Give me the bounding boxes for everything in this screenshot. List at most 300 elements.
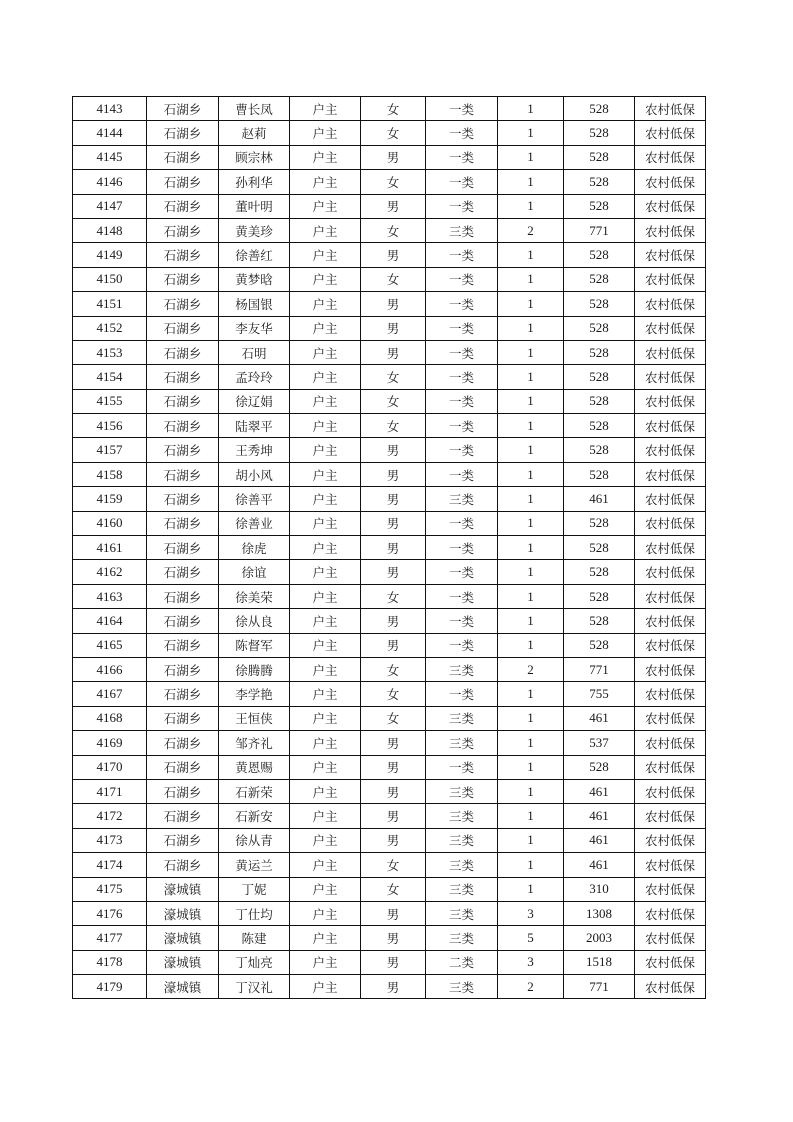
amount-cell: 1518 (564, 950, 635, 974)
table-row (73, 804, 706, 828)
household-size-cell: 1 (498, 487, 564, 511)
gender-cell: 男 (361, 243, 426, 267)
gender-cell: 男 (361, 755, 426, 779)
amount-cell: 461 (564, 706, 635, 730)
assistance-type-cell: 农村低保 (635, 706, 706, 730)
assistance-type-cell: 农村低保 (635, 901, 706, 925)
assistance-type-cell: 农村低保 (635, 657, 706, 681)
gender-cell: 男 (361, 633, 426, 657)
category-cell: 三类 (426, 218, 498, 242)
serial-number-cell: 4159 (73, 487, 147, 511)
assistance-type-cell: 农村低保 (635, 779, 706, 803)
assistance-type-cell: 农村低保 (635, 926, 706, 950)
assistance-type-cell: 农村低保 (635, 121, 706, 145)
serial-number-cell: 4151 (73, 292, 147, 316)
amount-cell: 528 (564, 414, 635, 438)
name-cell: 徐善红 (219, 243, 290, 267)
category-cell: 三类 (426, 901, 498, 925)
serial-number-cell: 4174 (73, 853, 147, 877)
amount-cell: 310 (564, 877, 635, 901)
household-role-cell: 户主 (290, 121, 361, 145)
household-size-cell: 1 (498, 170, 564, 194)
serial-number-cell: 4144 (73, 121, 147, 145)
table-row (73, 218, 706, 242)
name-cell: 李友华 (219, 316, 290, 340)
household-role-cell: 户主 (290, 560, 361, 584)
household-size-cell: 1 (498, 584, 564, 608)
household-role-cell: 户主 (290, 853, 361, 877)
gender-cell: 女 (361, 877, 426, 901)
gender-cell: 男 (361, 511, 426, 535)
serial-number-cell: 4173 (73, 828, 147, 852)
serial-number-cell: 4149 (73, 243, 147, 267)
serial-number-cell: 4172 (73, 804, 147, 828)
name-cell: 石明 (219, 340, 290, 364)
category-cell: 一类 (426, 145, 498, 169)
household-role-cell: 户主 (290, 218, 361, 242)
township-cell: 石湖乡 (147, 487, 219, 511)
serial-number-cell: 4171 (73, 779, 147, 803)
table-row (73, 511, 706, 535)
name-cell: 丁汉礼 (219, 975, 290, 999)
serial-number-cell: 4160 (73, 511, 147, 535)
table-row (73, 365, 706, 389)
household-size-cell: 2 (498, 218, 564, 242)
household-size-cell: 1 (498, 536, 564, 560)
serial-number-cell: 4177 (73, 926, 147, 950)
serial-number-cell: 4178 (73, 950, 147, 974)
township-cell: 石湖乡 (147, 145, 219, 169)
township-cell: 石湖乡 (147, 706, 219, 730)
serial-number-cell: 4170 (73, 755, 147, 779)
household-role-cell: 户主 (290, 584, 361, 608)
household-size-cell: 2 (498, 657, 564, 681)
amount-cell: 771 (564, 975, 635, 999)
gender-cell: 女 (361, 584, 426, 608)
township-cell: 石湖乡 (147, 218, 219, 242)
name-cell: 黄运兰 (219, 853, 290, 877)
township-cell: 濠城镇 (147, 877, 219, 901)
gender-cell: 男 (361, 316, 426, 340)
category-cell: 三类 (426, 731, 498, 755)
name-cell: 陈建 (219, 926, 290, 950)
category-cell: 三类 (426, 657, 498, 681)
household-size-cell: 1 (498, 731, 564, 755)
household-size-cell: 1 (498, 365, 564, 389)
serial-number-cell: 4147 (73, 194, 147, 218)
assistance-type-cell: 农村低保 (635, 609, 706, 633)
township-cell: 石湖乡 (147, 560, 219, 584)
table-row (73, 706, 706, 730)
household-size-cell: 1 (498, 97, 564, 121)
township-cell: 石湖乡 (147, 414, 219, 438)
name-cell: 黄恩赐 (219, 755, 290, 779)
serial-number-cell: 4152 (73, 316, 147, 340)
township-cell: 石湖乡 (147, 121, 219, 145)
gender-cell: 男 (361, 194, 426, 218)
name-cell: 徐从青 (219, 828, 290, 852)
category-cell: 一类 (426, 170, 498, 194)
township-cell: 濠城镇 (147, 926, 219, 950)
amount-cell: 461 (564, 804, 635, 828)
household-role-cell: 户主 (290, 365, 361, 389)
township-cell: 石湖乡 (147, 243, 219, 267)
household-size-cell: 1 (498, 462, 564, 486)
gender-cell: 男 (361, 950, 426, 974)
assistance-type-cell: 农村低保 (635, 975, 706, 999)
gender-cell: 男 (361, 828, 426, 852)
serial-number-cell: 4163 (73, 584, 147, 608)
name-cell: 丁妮 (219, 877, 290, 901)
household-size-cell: 1 (498, 804, 564, 828)
serial-number-cell: 4156 (73, 414, 147, 438)
table-row (73, 462, 706, 486)
category-cell: 三类 (426, 706, 498, 730)
household-role-cell: 户主 (290, 97, 361, 121)
name-cell: 徐善业 (219, 511, 290, 535)
name-cell: 杨国银 (219, 292, 290, 316)
gender-cell: 男 (361, 779, 426, 803)
name-cell: 石新荣 (219, 779, 290, 803)
assistance-type-cell: 农村低保 (635, 389, 706, 413)
category-cell: 一类 (426, 609, 498, 633)
table-row (73, 194, 706, 218)
household-role-cell: 户主 (290, 511, 361, 535)
table-row (73, 633, 706, 657)
household-role-cell: 户主 (290, 414, 361, 438)
household-role-cell: 户主 (290, 243, 361, 267)
category-cell: 一类 (426, 121, 498, 145)
township-cell: 石湖乡 (147, 170, 219, 194)
category-cell: 一类 (426, 633, 498, 657)
assistance-type-cell: 农村低保 (635, 828, 706, 852)
household-role-cell: 户主 (290, 633, 361, 657)
household-role-cell: 户主 (290, 877, 361, 901)
household-size-cell: 1 (498, 340, 564, 364)
name-cell: 胡小风 (219, 462, 290, 486)
table-row (73, 170, 706, 194)
township-cell: 石湖乡 (147, 682, 219, 706)
category-cell: 三类 (426, 779, 498, 803)
household-role-cell: 户主 (290, 170, 361, 194)
household-role-cell: 户主 (290, 975, 361, 999)
household-role-cell: 户主 (290, 731, 361, 755)
category-cell: 一类 (426, 267, 498, 291)
serial-number-cell: 4165 (73, 633, 147, 657)
table-row (73, 438, 706, 462)
gender-cell: 男 (361, 975, 426, 999)
category-cell: 三类 (426, 487, 498, 511)
household-size-cell: 2 (498, 975, 564, 999)
category-cell: 一类 (426, 755, 498, 779)
category-cell: 一类 (426, 365, 498, 389)
township-cell: 石湖乡 (147, 828, 219, 852)
amount-cell: 461 (564, 828, 635, 852)
assistance-type-cell: 农村低保 (635, 584, 706, 608)
serial-number-cell: 4155 (73, 389, 147, 413)
township-cell: 石湖乡 (147, 536, 219, 560)
gender-cell: 男 (361, 901, 426, 925)
amount-cell: 528 (564, 536, 635, 560)
table-row (73, 584, 706, 608)
assistance-type-cell: 农村低保 (635, 170, 706, 194)
category-cell: 一类 (426, 97, 498, 121)
household-size-cell: 1 (498, 194, 564, 218)
assistance-type-cell: 农村低保 (635, 194, 706, 218)
amount-cell: 528 (564, 145, 635, 169)
township-cell: 濠城镇 (147, 975, 219, 999)
gender-cell: 男 (361, 926, 426, 950)
name-cell: 丁灿亮 (219, 950, 290, 974)
gender-cell: 男 (361, 462, 426, 486)
township-cell: 石湖乡 (147, 755, 219, 779)
name-cell: 王秀坤 (219, 438, 290, 462)
serial-number-cell: 4150 (73, 267, 147, 291)
name-cell: 陈督军 (219, 633, 290, 657)
serial-number-cell: 4168 (73, 706, 147, 730)
assistance-type-cell: 农村低保 (635, 292, 706, 316)
serial-number-cell: 4145 (73, 145, 147, 169)
amount-cell: 528 (564, 267, 635, 291)
assistance-type-cell: 农村低保 (635, 438, 706, 462)
name-cell: 王恒侠 (219, 706, 290, 730)
household-role-cell: 户主 (290, 389, 361, 413)
category-cell: 三类 (426, 877, 498, 901)
household-size-cell: 1 (498, 267, 564, 291)
township-cell: 石湖乡 (147, 292, 219, 316)
assistance-type-cell: 农村低保 (635, 462, 706, 486)
gender-cell: 男 (361, 145, 426, 169)
household-role-cell: 户主 (290, 194, 361, 218)
assistance-type-cell: 农村低保 (635, 536, 706, 560)
amount-cell: 528 (564, 462, 635, 486)
gender-cell: 男 (361, 340, 426, 364)
gender-cell: 女 (361, 853, 426, 877)
township-cell: 濠城镇 (147, 901, 219, 925)
assistance-type-cell: 农村低保 (635, 97, 706, 121)
township-cell: 石湖乡 (147, 609, 219, 633)
table-row (73, 536, 706, 560)
assistance-type-cell: 农村低保 (635, 877, 706, 901)
amount-cell: 528 (564, 97, 635, 121)
serial-number-cell: 4161 (73, 536, 147, 560)
category-cell: 三类 (426, 853, 498, 877)
assistance-type-cell: 农村低保 (635, 731, 706, 755)
township-cell: 石湖乡 (147, 657, 219, 681)
gender-cell: 男 (361, 487, 426, 511)
household-role-cell: 户主 (290, 316, 361, 340)
table-row (73, 877, 706, 901)
table-row (73, 755, 706, 779)
amount-cell: 537 (564, 731, 635, 755)
household-size-cell: 1 (498, 389, 564, 413)
assistance-type-cell: 农村低保 (635, 633, 706, 657)
assistance-type-cell: 农村低保 (635, 682, 706, 706)
serial-number-cell: 4166 (73, 657, 147, 681)
gender-cell: 女 (361, 365, 426, 389)
household-role-cell: 户主 (290, 926, 361, 950)
gender-cell: 女 (361, 706, 426, 730)
gender-cell: 女 (361, 657, 426, 681)
household-size-cell: 1 (498, 292, 564, 316)
gender-cell: 男 (361, 560, 426, 584)
table-row (73, 316, 706, 340)
serial-number-cell: 4157 (73, 438, 147, 462)
name-cell: 黄梦晗 (219, 267, 290, 291)
table-row (73, 657, 706, 681)
assistance-type-cell: 农村低保 (635, 243, 706, 267)
assistance-type-cell: 农村低保 (635, 804, 706, 828)
household-size-cell: 1 (498, 145, 564, 169)
amount-cell: 461 (564, 487, 635, 511)
household-role-cell: 户主 (290, 682, 361, 706)
serial-number-cell: 4158 (73, 462, 147, 486)
household-size-cell: 3 (498, 901, 564, 925)
household-role-cell: 户主 (290, 145, 361, 169)
amount-cell: 528 (564, 194, 635, 218)
gender-cell: 男 (361, 731, 426, 755)
gender-cell: 女 (361, 218, 426, 242)
assistance-type-cell: 农村低保 (635, 365, 706, 389)
amount-cell: 528 (564, 340, 635, 364)
table-body (73, 97, 706, 999)
name-cell: 徐虎 (219, 536, 290, 560)
table-row (73, 901, 706, 925)
amount-cell: 755 (564, 682, 635, 706)
gender-cell: 女 (361, 97, 426, 121)
household-role-cell: 户主 (290, 657, 361, 681)
amount-cell: 528 (564, 609, 635, 633)
township-cell: 石湖乡 (147, 194, 219, 218)
amount-cell: 528 (564, 755, 635, 779)
serial-number-cell: 4154 (73, 365, 147, 389)
table-row (73, 97, 706, 121)
amount-cell: 528 (564, 243, 635, 267)
township-cell: 濠城镇 (147, 950, 219, 974)
name-cell: 徐腾腾 (219, 657, 290, 681)
name-cell: 邹齐礼 (219, 731, 290, 755)
name-cell: 石新安 (219, 804, 290, 828)
category-cell: 三类 (426, 828, 498, 852)
amount-cell: 771 (564, 657, 635, 681)
township-cell: 石湖乡 (147, 731, 219, 755)
name-cell: 曹长凤 (219, 97, 290, 121)
category-cell: 一类 (426, 292, 498, 316)
category-cell: 一类 (426, 536, 498, 560)
assistance-type-cell: 农村低保 (635, 218, 706, 242)
category-cell: 一类 (426, 511, 498, 535)
gender-cell: 女 (361, 121, 426, 145)
gender-cell: 女 (361, 170, 426, 194)
name-cell: 赵莉 (219, 121, 290, 145)
category-cell: 一类 (426, 389, 498, 413)
category-cell: 一类 (426, 560, 498, 584)
household-size-cell: 1 (498, 243, 564, 267)
township-cell: 石湖乡 (147, 316, 219, 340)
gender-cell: 女 (361, 682, 426, 706)
township-cell: 石湖乡 (147, 584, 219, 608)
name-cell: 丁仕均 (219, 901, 290, 925)
serial-number-cell: 4148 (73, 218, 147, 242)
household-size-cell: 1 (498, 755, 564, 779)
category-cell: 三类 (426, 804, 498, 828)
gender-cell: 男 (361, 536, 426, 560)
relief-roster-table (72, 96, 706, 999)
table-row (73, 926, 706, 950)
assistance-type-cell: 农村低保 (635, 560, 706, 584)
township-cell: 石湖乡 (147, 779, 219, 803)
name-cell: 徐谊 (219, 560, 290, 584)
serial-number-cell: 4162 (73, 560, 147, 584)
amount-cell: 2003 (564, 926, 635, 950)
assistance-type-cell: 农村低保 (635, 414, 706, 438)
household-size-cell: 1 (498, 853, 564, 877)
table-row (73, 145, 706, 169)
household-size-cell: 1 (498, 438, 564, 462)
assistance-type-cell: 农村低保 (635, 511, 706, 535)
household-size-cell: 1 (498, 121, 564, 145)
amount-cell: 528 (564, 365, 635, 389)
category-cell: 三类 (426, 975, 498, 999)
name-cell: 徐善平 (219, 487, 290, 511)
household-role-cell: 户主 (290, 267, 361, 291)
township-cell: 石湖乡 (147, 389, 219, 413)
household-size-cell: 1 (498, 682, 564, 706)
township-cell: 石湖乡 (147, 340, 219, 364)
assistance-type-cell: 农村低保 (635, 487, 706, 511)
table-row (73, 389, 706, 413)
serial-number-cell: 4176 (73, 901, 147, 925)
household-size-cell: 1 (498, 779, 564, 803)
household-role-cell: 户主 (290, 536, 361, 560)
township-cell: 石湖乡 (147, 853, 219, 877)
name-cell: 董叶明 (219, 194, 290, 218)
township-cell: 石湖乡 (147, 804, 219, 828)
amount-cell: 528 (564, 633, 635, 657)
township-cell: 石湖乡 (147, 267, 219, 291)
assistance-type-cell: 农村低保 (635, 145, 706, 169)
household-size-cell: 1 (498, 316, 564, 340)
assistance-type-cell: 农村低保 (635, 267, 706, 291)
amount-cell: 528 (564, 170, 635, 194)
category-cell: 一类 (426, 584, 498, 608)
gender-cell: 女 (361, 389, 426, 413)
category-cell: 一类 (426, 243, 498, 267)
amount-cell: 461 (564, 779, 635, 803)
household-role-cell: 户主 (290, 828, 361, 852)
amount-cell: 528 (564, 389, 635, 413)
township-cell: 石湖乡 (147, 97, 219, 121)
amount-cell: 528 (564, 292, 635, 316)
amount-cell: 1308 (564, 901, 635, 925)
name-cell: 陆翠平 (219, 414, 290, 438)
assistance-type-cell: 农村低保 (635, 950, 706, 974)
township-cell: 石湖乡 (147, 462, 219, 486)
township-cell: 石湖乡 (147, 633, 219, 657)
serial-number-cell: 4153 (73, 340, 147, 364)
household-role-cell: 户主 (290, 462, 361, 486)
table-row (73, 292, 706, 316)
amount-cell: 528 (564, 316, 635, 340)
table-row (73, 731, 706, 755)
name-cell: 徐辽娟 (219, 389, 290, 413)
amount-cell: 528 (564, 584, 635, 608)
name-cell: 李学艳 (219, 682, 290, 706)
serial-number-cell: 4175 (73, 877, 147, 901)
household-role-cell: 户主 (290, 340, 361, 364)
amount-cell: 528 (564, 121, 635, 145)
serial-number-cell: 4179 (73, 975, 147, 999)
